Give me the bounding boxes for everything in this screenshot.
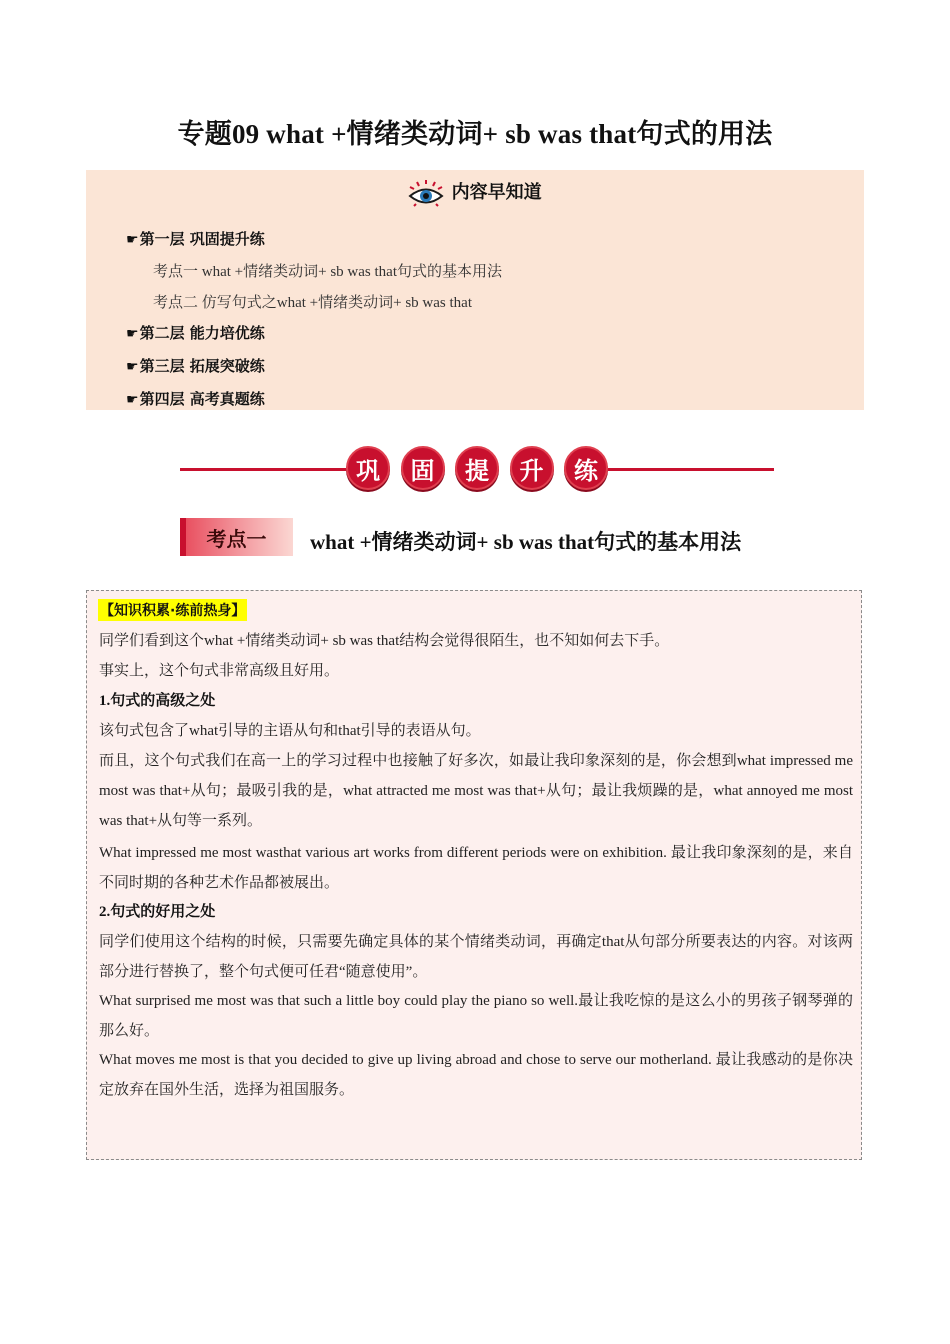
overview-point-2: 考点二 仿写句式之what +情绪类动词+ sb was that: [153, 295, 472, 311]
banner-char: 练: [564, 446, 608, 490]
knowledge-subheading: 1.句式的高级之处: [99, 693, 216, 709]
knowledge-paragraph: 而且，这个句式我们在高一上的学习过程中也接触了好多次，如最让我印象深刻的是，你会想到what impressed me most was that+从句；最吸引我的是，what attracted me most was that+从句；最让我烦躁的是，what annoyed me most was that+从句等一系列。: [99, 753, 853, 829]
pointing-hand-icon: ☛: [126, 326, 139, 342]
section-banner: [180, 446, 774, 494]
overview-layer-1: ☛第一层 巩固提升练: [126, 230, 265, 248]
overview-layer-4: ☛第四层 高考真题练: [126, 390, 265, 408]
kaodian-label: 考点一: [180, 518, 293, 556]
banner-divider-right: [608, 468, 774, 471]
knowledge-example: What impressed me most wasthat various art works from different periods were on exhibition. 最让我印象深刻的是，来自不同时期的各种艺术作品都被展出。: [99, 845, 853, 891]
kaodian-title: what +情绪类动词+ sb was that句式的基本用法: [310, 530, 742, 554]
knowledge-paragraph: 事实上，这个句式非常高级且好用。: [99, 663, 340, 679]
banner-char: 固: [401, 446, 445, 490]
overview-badge: [86, 178, 864, 207]
overview-layer-2: ☛第二层 能力培优练: [126, 324, 265, 342]
banner-char: 升: [510, 446, 554, 490]
knowledge-paragraph: 同学们看到这个what +情绪类动词+ sb was that结构会觉得很陌生，也不知如何去下手。: [99, 633, 670, 649]
knowledge-example: What moves me most is that you decided to give up living abroad and chose to serve our motherland. 最让我感动的是你决定放弃在国外生活，选择为祖国服务。: [99, 1052, 853, 1098]
banner-divider-left: [180, 468, 346, 471]
eye-icon: [408, 182, 451, 203]
overview-badge-label: 内容早知道: [451, 182, 542, 203]
banner-char: 提: [455, 446, 499, 490]
content-overview-panel: [86, 170, 864, 410]
knowledge-tag: 【知识积累·练前热身】: [98, 599, 247, 621]
knowledge-paragraph: 该句式包含了what引导的主语从句和that引导的表语从句。: [99, 723, 481, 739]
pointing-hand-icon: ☛: [126, 232, 139, 248]
knowledge-subheading: 2.句式的好用之处: [99, 904, 216, 920]
overview-layer-3: ☛第三层 拓展突破练: [126, 357, 265, 375]
knowledge-example: What surprised me most was that such a little boy could play the piano so well.最让我吃惊的是这么小的男孩子钢琴弹的那么好。: [99, 993, 853, 1039]
banner-char: 巩: [346, 446, 390, 490]
kaodian-header: [180, 518, 780, 558]
pointing-hand-icon: ☛: [126, 359, 139, 375]
page-title: 专题09 what +情绪类动词+ sb was that句式的用法: [177, 119, 773, 149]
knowledge-box: [86, 590, 862, 1160]
overview-point-1: 考点一 what +情绪类动词+ sb was that句式的基本用法: [153, 264, 502, 280]
knowledge-paragraph: 同学们使用这个结构的时候，只需要先确定具体的某个情绪类动词，再确定that从句部分所要表达的内容。对该两部分进行替换了，整个句式便可任君“随意使用”。: [99, 934, 853, 980]
pointing-hand-icon: ☛: [126, 392, 139, 408]
